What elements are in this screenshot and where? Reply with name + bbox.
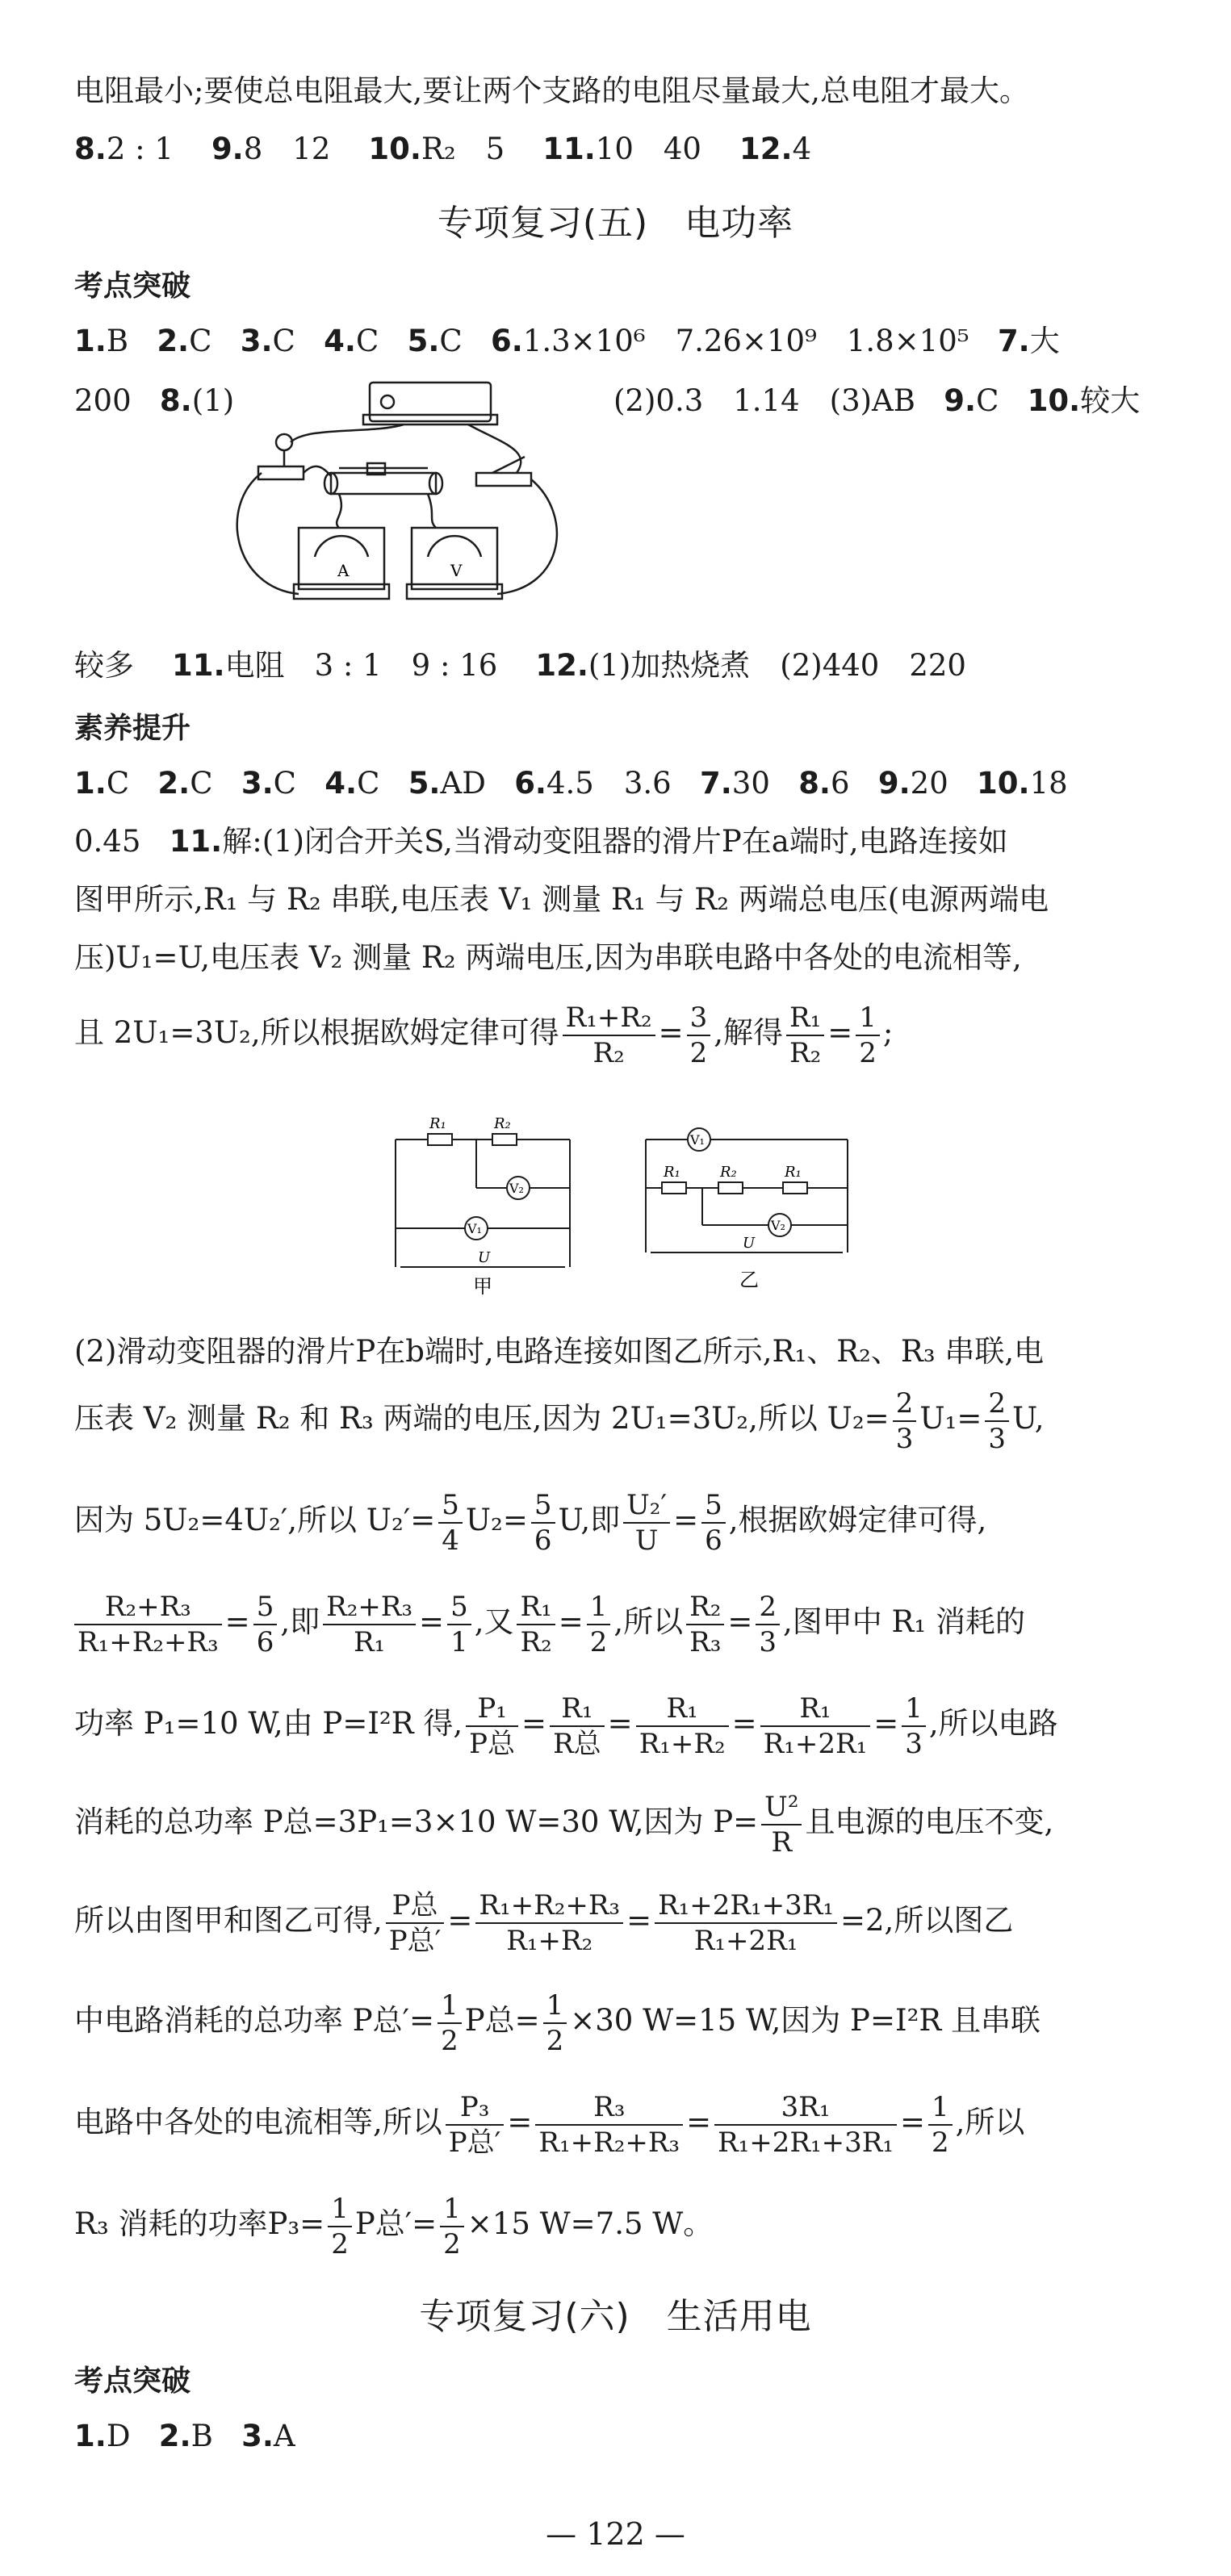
answer-line bbox=[74, 2416, 295, 2457]
answer: C bbox=[976, 383, 999, 418]
answer: 10 40 bbox=[595, 132, 701, 166]
q-number: 11. bbox=[172, 648, 225, 683]
label-u: U bbox=[478, 1249, 491, 1266]
fraction bbox=[328, 2192, 352, 2261]
solution-text: = bbox=[727, 1604, 753, 1639]
fraction bbox=[550, 1692, 605, 1761]
solution-line: 功率 P₁=10 W,由 P=I²R 得, $\frac{\text{P₁}}{\text{P总}}$ = $\frac{\text{R₁}}{\text{R总}}$ = $\frac{\text{R₁}}{\text{R₁+R₂}}$ = $\frac{\text{R₁}}{\text{R₁+2R₁}}$ = $\frac{1}{3}$ ,所以电路 bbox=[74, 1692, 1058, 1760]
numerator: U² bbox=[761, 1790, 802, 1825]
q-number: 10. bbox=[1027, 383, 1081, 418]
solution-text: ; bbox=[882, 1015, 894, 1050]
answer-line bbox=[74, 646, 966, 686]
solution-text: P总′= bbox=[354, 2206, 438, 2241]
answer: C bbox=[189, 324, 212, 358]
answer: 较大 bbox=[1080, 383, 1141, 418]
q-number: 1. bbox=[74, 766, 107, 801]
denominator: R₁+2R₁+3R₁ bbox=[718, 2126, 894, 2159]
numerator: R₁+R₂ bbox=[563, 1001, 655, 1036]
q-number: 3. bbox=[241, 2419, 274, 2453]
q-number: 2. bbox=[157, 766, 191, 801]
solution-text: 且 2U₁=3U₂,所以根据欧姆定律可得 bbox=[74, 1015, 559, 1050]
denominator: 2 bbox=[859, 1036, 877, 1069]
q-number: 1. bbox=[74, 324, 107, 358]
answer: D bbox=[106, 2419, 131, 2453]
fraction bbox=[531, 1488, 555, 1558]
section-title: 专项复习(五) 电功率 bbox=[437, 203, 794, 244]
numerator: 2 bbox=[985, 1386, 1009, 1422]
q-number: 5. bbox=[408, 766, 441, 801]
solution-text: ,所以电路 bbox=[928, 1706, 1058, 1741]
fraction bbox=[893, 1386, 917, 1456]
q-number: 10. bbox=[977, 766, 1030, 801]
fraction bbox=[253, 1590, 278, 1659]
answer: 30 bbox=[731, 766, 770, 801]
solution-text: ,解得 bbox=[714, 1015, 784, 1050]
q-number: 11. bbox=[169, 824, 223, 859]
solution-text: =2,所以图乙 bbox=[840, 1903, 1014, 1938]
numerator: 1 bbox=[438, 1988, 462, 2024]
numerator: 5 bbox=[253, 1590, 278, 1625]
answer: 2 : 1 bbox=[106, 132, 174, 166]
numerator: R₁ bbox=[550, 1692, 605, 1727]
denominator: R₁+R₂ bbox=[639, 1727, 726, 1760]
q-number: 6. bbox=[491, 324, 523, 358]
answer: (1) bbox=[191, 383, 235, 418]
solution-text: = bbox=[558, 1604, 584, 1639]
solution-line: 所以由图甲和图乙可得, $\frac{\text{P总}}{\text{P总′}}$ = $\frac{\text{R₁+R₂+R₃}}{\text{R₁+R₂}}$ = $\frac{\text{R₁+2R₁+3R₁}}{\text{R₁+2R₁}}$ =2,所以图乙 bbox=[74, 1888, 1014, 1957]
answer: C bbox=[273, 766, 296, 801]
fraction bbox=[623, 1488, 670, 1558]
numerator: 2 bbox=[756, 1590, 780, 1625]
numerator: 1 bbox=[440, 2192, 464, 2227]
solution-text: U₂= bbox=[465, 1503, 528, 1537]
denominator: 2 bbox=[331, 2227, 349, 2260]
answer: R₂ 5 bbox=[421, 132, 505, 166]
answer: (1)加热烧煮 (2)440 220 bbox=[588, 648, 966, 683]
fraction bbox=[440, 2192, 464, 2261]
denominator: 3 bbox=[988, 1422, 1006, 1455]
label-u: U bbox=[743, 1235, 756, 1252]
q-number: 4. bbox=[324, 766, 358, 801]
answer: 6 bbox=[831, 766, 850, 801]
denominator: U bbox=[634, 1524, 659, 1557]
fraction bbox=[517, 1590, 555, 1659]
fraction bbox=[686, 1590, 724, 1659]
q-number: 4. bbox=[324, 324, 356, 358]
label-yi: 乙 bbox=[739, 1269, 759, 1291]
numerator: 1 bbox=[587, 1590, 611, 1625]
solution-text: ×30 W=15 W,因为 P=I²R 且串联 bbox=[570, 2003, 1041, 2038]
label-r2: R₂ bbox=[720, 1164, 737, 1181]
q-number: 3. bbox=[240, 324, 273, 358]
solution-line bbox=[74, 1383, 1045, 1456]
fraction bbox=[543, 1988, 567, 2058]
denominator: R₁+R₂+R₃ bbox=[77, 1625, 219, 1658]
fraction bbox=[475, 1888, 623, 1958]
solution-text: ,根据欧姆定律可得, bbox=[728, 1503, 987, 1537]
solution-text: P总= bbox=[464, 2003, 540, 2038]
solution-text: U,即 bbox=[558, 1503, 621, 1537]
numerator: 1 bbox=[902, 1692, 926, 1727]
numerator: R₁+2R₁+3R₁ bbox=[655, 1888, 837, 1924]
numerator: R₁ bbox=[760, 1692, 871, 1727]
denominator: P总′ bbox=[388, 1924, 442, 1957]
solution-text: = bbox=[658, 1015, 684, 1050]
q-number: 10. bbox=[368, 132, 421, 166]
answer: C bbox=[355, 324, 379, 358]
denominator: R₁+2R₁ bbox=[763, 1727, 868, 1760]
q-number: 8. bbox=[74, 132, 107, 166]
fraction bbox=[446, 2090, 505, 2160]
denominator: R总 bbox=[553, 1727, 601, 1760]
q-number: 5. bbox=[407, 324, 440, 358]
answer: 200 bbox=[74, 383, 132, 418]
solution-text: ,即 bbox=[280, 1604, 320, 1639]
fraction bbox=[760, 1692, 871, 1761]
fraction bbox=[701, 1488, 726, 1558]
numerator: 5 bbox=[438, 1488, 463, 1524]
numerator: R₂+R₃ bbox=[323, 1590, 416, 1625]
answer: B bbox=[191, 2419, 213, 2453]
numerator: 5 bbox=[447, 1590, 471, 1625]
numerator: 3 bbox=[687, 1001, 711, 1036]
fraction bbox=[636, 1692, 729, 1761]
numerator: P₃ bbox=[446, 2090, 505, 2126]
fraction bbox=[928, 2090, 953, 2160]
numerator: R₃ bbox=[535, 2090, 683, 2126]
answer: C bbox=[272, 324, 295, 358]
answer: A bbox=[273, 2419, 295, 2453]
denominator: R bbox=[771, 1825, 793, 1859]
answer: 4 bbox=[792, 132, 812, 166]
circuit-diagram-jia bbox=[387, 1107, 581, 1301]
label-v1: V₁ bbox=[467, 1221, 482, 1236]
subsection-label: 素养提升 bbox=[74, 712, 191, 745]
denominator: R₂ bbox=[789, 1036, 822, 1069]
answer: 大 bbox=[1029, 324, 1060, 358]
circuit-diagram-yi bbox=[638, 1107, 864, 1301]
numerator: R₂ bbox=[686, 1590, 724, 1625]
denominator: R₁+R₂ bbox=[506, 1924, 593, 1957]
fraction bbox=[466, 1692, 518, 1761]
q-number: 1. bbox=[74, 2419, 107, 2453]
numerator: R₁ bbox=[636, 1692, 729, 1727]
numerator: R₁ bbox=[786, 1001, 824, 1036]
solution-text: 且电源的电压不变, bbox=[805, 1804, 1054, 1839]
solution-text: = bbox=[827, 1015, 853, 1050]
section-title: 专项复习(六) 生活用电 bbox=[419, 2296, 812, 2337]
denominator: R₂ bbox=[520, 1625, 552, 1658]
solution-text: 压表 V₂ 测量 R₂ 和 R₃ 两端的电压,因为 2U₁=3U₂,所以 U₂= bbox=[74, 1401, 890, 1436]
q-number: 8. bbox=[159, 383, 192, 418]
solution-line bbox=[74, 997, 893, 1070]
denominator: R₁+2R₁ bbox=[693, 1924, 798, 1957]
fraction bbox=[74, 1590, 222, 1659]
fraction bbox=[687, 1001, 711, 1070]
fraction bbox=[438, 1988, 462, 2058]
solution-line: 压)U₁=U,电压表 V₂ 测量 R₂ 两端电压,因为串联电路中各处的电流相等, bbox=[74, 940, 1022, 975]
answer-line-8-12 bbox=[74, 129, 811, 169]
denominator: P总′ bbox=[448, 2126, 501, 2159]
answer: 电阻 3 : 1 9 : 16 bbox=[224, 648, 498, 683]
denominator: 2 bbox=[443, 2227, 461, 2260]
fraction bbox=[714, 2090, 897, 2160]
solution-line: 图甲所示,R₁ 与 R₂ 串联,电压表 V₁ 测量 R₁ 与 R₂ 两端总电压(电源两端电 bbox=[74, 882, 1049, 917]
denominator: R₁ bbox=[353, 1625, 386, 1658]
answer: AD bbox=[440, 766, 486, 801]
numerator: U₂′ bbox=[623, 1488, 670, 1524]
voltmeter-label: V bbox=[450, 561, 463, 580]
q-number: 7. bbox=[699, 766, 732, 801]
answer: 18 bbox=[1029, 766, 1068, 801]
q-number: 9. bbox=[211, 132, 244, 166]
fraction bbox=[761, 1790, 802, 1859]
q-number: 2. bbox=[157, 324, 190, 358]
fraction bbox=[535, 2090, 683, 2160]
numerator: R₁ bbox=[517, 1590, 555, 1625]
denominator: 4 bbox=[442, 1524, 459, 1557]
solution-text: ,图甲中 R₁ 消耗的 bbox=[783, 1604, 1025, 1639]
fraction bbox=[563, 1001, 655, 1070]
fraction bbox=[902, 1692, 926, 1761]
answer-line bbox=[74, 381, 234, 421]
solution-line bbox=[74, 2189, 713, 2261]
answer: C bbox=[106, 766, 130, 801]
answer-line-right bbox=[613, 381, 1140, 421]
label-v2: V₂ bbox=[771, 1218, 785, 1233]
numerator: 1 bbox=[856, 1001, 880, 1036]
solution-line bbox=[74, 822, 1008, 862]
solution-text: 因为 5U₂=4U₂′,所以 U₂′= bbox=[74, 1503, 436, 1537]
answer: C bbox=[357, 766, 380, 801]
page-number: — 122 — bbox=[546, 2516, 685, 2552]
solution-text: 所以由图甲和图乙可得, bbox=[74, 1903, 383, 1938]
answer: 1.3×10⁶ 7.26×10⁹ 1.8×10⁵ bbox=[522, 324, 969, 358]
q-number: 9. bbox=[944, 383, 977, 418]
solution-text: 消耗的总功率 P总=3P₁=3×10 W=30 W,因为 P= bbox=[74, 1804, 759, 1839]
numerator: P₁ bbox=[466, 1692, 518, 1727]
denominator: 6 bbox=[534, 1524, 552, 1557]
denominator: 2 bbox=[932, 2126, 949, 2159]
fraction bbox=[856, 1001, 880, 1070]
denominator: 1 bbox=[450, 1625, 468, 1658]
solution-text: 功率 P₁=10 W,由 P=I²R 得, bbox=[74, 1706, 463, 1741]
denominator: 2 bbox=[589, 1625, 608, 1658]
denominator: 2 bbox=[546, 2024, 564, 2057]
solution-text: = bbox=[673, 1503, 699, 1537]
denominator: 3 bbox=[895, 1422, 914, 1455]
q-number: 7. bbox=[997, 324, 1030, 358]
numerator: 5 bbox=[531, 1488, 555, 1524]
answer: C bbox=[439, 324, 463, 358]
denominator: 3 bbox=[905, 1727, 923, 1760]
solution-text: R₃ 消耗的功率P₃= bbox=[74, 2206, 325, 2241]
q-number: 12. bbox=[739, 132, 793, 166]
denominator: P总 bbox=[469, 1727, 516, 1760]
answer: C bbox=[190, 766, 213, 801]
solution-text: ×15 W=7.5 W。 bbox=[467, 2206, 714, 2241]
fraction bbox=[447, 1590, 471, 1659]
denominator: 3 bbox=[759, 1625, 777, 1658]
numerator: 2 bbox=[893, 1386, 917, 1422]
answer: (2)0.3 1.14 (3)AB bbox=[613, 383, 915, 418]
solution-text: = bbox=[419, 1604, 445, 1639]
numerator: 5 bbox=[701, 1488, 726, 1524]
numerator: P总 bbox=[386, 1888, 445, 1924]
fraction bbox=[587, 1590, 611, 1659]
label-v1: V₁ bbox=[690, 1132, 705, 1148]
q-number: 11. bbox=[542, 132, 596, 166]
fraction bbox=[655, 1888, 837, 1958]
numerator: R₁+R₂+R₃ bbox=[475, 1888, 623, 1924]
denominator: 2 bbox=[689, 1036, 708, 1069]
q-number: 9. bbox=[877, 766, 911, 801]
label-jia: 甲 bbox=[473, 1275, 492, 1298]
numerator: 1 bbox=[928, 2090, 953, 2126]
answer: 较多 bbox=[74, 648, 134, 683]
denominator: R₁+R₂+R₃ bbox=[538, 2126, 680, 2159]
solution-line bbox=[74, 1985, 1040, 2058]
subsection-label: 考点突破 bbox=[74, 270, 191, 303]
denominator: R₃ bbox=[689, 1625, 722, 1658]
label-r1: R₁ bbox=[429, 1115, 446, 1132]
denominator: R₂ bbox=[592, 1036, 625, 1069]
q-number: 12. bbox=[535, 648, 588, 683]
q-number: 2. bbox=[158, 2419, 191, 2453]
solution-text: ,所以 bbox=[955, 2105, 1025, 2139]
fraction bbox=[386, 1888, 445, 1958]
solution-text: = bbox=[224, 1604, 250, 1639]
answer: 20 bbox=[910, 766, 948, 801]
solution-line bbox=[74, 1485, 986, 1558]
solution-text: 解:(1)闭合开关S,当滑动变阻器的滑片P在a端时,电路连接如 bbox=[222, 824, 1008, 859]
fraction bbox=[323, 1590, 416, 1659]
numerator: R₂+R₃ bbox=[74, 1590, 222, 1625]
ammeter-label: A bbox=[337, 561, 350, 580]
numerator: 1 bbox=[328, 2192, 352, 2227]
label-r1: R₁ bbox=[664, 1164, 680, 1181]
solution-text: U₁= bbox=[919, 1401, 982, 1436]
subsection-label: 考点突破 bbox=[74, 2365, 191, 2398]
answer: 4.5 3.6 bbox=[546, 766, 672, 801]
q-number: 8. bbox=[798, 766, 831, 801]
label-v2: V₂ bbox=[509, 1181, 524, 1196]
solution-line: (2)滑动变阻器的滑片P在b端时,电路连接如图乙所示,R₁、R₂、R₃ 串联,电 bbox=[74, 1334, 1045, 1369]
fraction bbox=[438, 1488, 463, 1558]
denominator: 2 bbox=[441, 2024, 458, 2057]
text-line: 电阻最小;要使总电阻最大,要让两个支路的电阻尽量最大,总电阻才最大。 bbox=[74, 73, 1029, 108]
fraction bbox=[985, 1386, 1009, 1456]
answer: 0.45 bbox=[74, 824, 141, 859]
fraction bbox=[756, 1590, 780, 1659]
solution-text: 中电路消耗的总功率 P总′= bbox=[74, 2003, 435, 2038]
answer: 8 12 bbox=[243, 132, 331, 166]
solution-text: ,所以 bbox=[613, 1604, 684, 1639]
solution-line: 电路中各处的电流相等,所以 $\frac{\text{P₃}}{\text{P总′}}$ = $\frac{\text{R₃}}{\text{R₁+R₂+R₃}}$ = $\frac{\text{3R₁}}{\text{R₁+2R₁+3R₁}}$ = $\frac{1}{2}$ ,所以 bbox=[74, 2090, 1025, 2159]
fraction bbox=[786, 1001, 824, 1070]
denominator: 6 bbox=[705, 1524, 722, 1557]
denominator: 6 bbox=[256, 1625, 274, 1658]
q-number: 6. bbox=[514, 766, 546, 801]
circuit-apparatus-figure bbox=[226, 378, 581, 612]
solution-line bbox=[74, 1787, 1053, 1859]
answer: B bbox=[106, 324, 129, 358]
solution-text: U, bbox=[1012, 1401, 1045, 1436]
solution-text: ,又 bbox=[474, 1604, 514, 1639]
numerator: 1 bbox=[543, 1988, 567, 2024]
solution-line bbox=[74, 1587, 1025, 1659]
numerator: 3R₁ bbox=[714, 2090, 897, 2126]
solution-text: 电路中各处的电流相等,所以 bbox=[74, 2105, 442, 2139]
answer-line bbox=[74, 763, 1068, 804]
label-r2: R₂ bbox=[494, 1115, 511, 1132]
answer-line bbox=[74, 321, 1060, 362]
q-number: 3. bbox=[241, 766, 274, 801]
label-r3: R₁ bbox=[785, 1164, 802, 1181]
